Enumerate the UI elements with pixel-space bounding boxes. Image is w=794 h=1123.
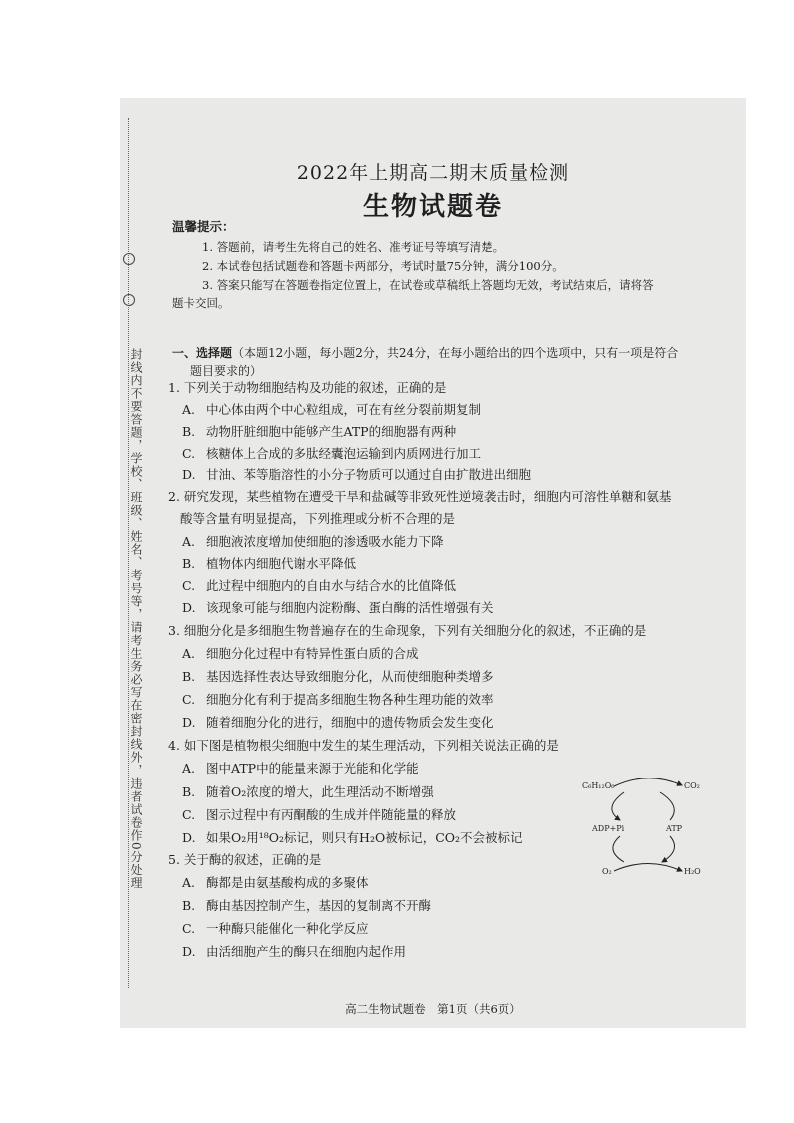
arrow-adp-left-upper	[612, 792, 624, 820]
question-option	[182, 784, 434, 800]
question-stem: 1. 下列关于动物细胞结构及功能的叙述，正确的是	[168, 380, 447, 395]
question-option	[182, 600, 494, 616]
option-text: 酶由基因控制产生，基因的复制离不开酶	[206, 898, 432, 913]
option-text: 细胞分化过程中有特异性蛋白质的合成	[206, 646, 419, 661]
respiration-diagram	[582, 778, 722, 878]
seal-line-notice: 封线内不要答题，学校、班级、姓名、考号等，请考生务必写在密封线外，违者试卷作0分处理	[129, 348, 143, 890]
option-letter: A.	[182, 402, 196, 417]
option-text: 植物体内细胞代谢水平降低	[206, 556, 357, 571]
option-text: 核糖体上合成的多肽经囊泡运输到内质网进行加工	[206, 446, 482, 461]
question-option	[182, 807, 456, 823]
option-letter: A.	[182, 875, 196, 890]
question-option	[182, 646, 419, 662]
question-stem: 5. 关于酶的叙述，正确的是	[168, 852, 322, 867]
diagram-glucose-label: C₆H₁₂O₆	[582, 781, 615, 790]
question-option	[182, 715, 494, 731]
question-stem: 2. 研究发现，某些植物在遭受干旱和盐碱等非致死性逆境袭击时，细胞内可溶性单糖和氨基	[168, 489, 672, 504]
question-option	[182, 875, 369, 891]
tip-item: 3. 答案只能写在答题卷指定位置上，在试卷或草稿纸上答题均无效，考试结束后，请将答	[202, 278, 654, 292]
option-letter: D.	[182, 467, 196, 482]
diagram-o2-label: O₂	[602, 867, 612, 876]
option-text: 图示过程中有丙酮酸的生成并伴随能量的释放	[206, 807, 457, 822]
option-letter: C.	[182, 446, 196, 461]
question-option	[182, 898, 431, 914]
option-letter: C.	[182, 692, 196, 707]
page-footer: 高二生物试题卷 第1页（共6页）	[345, 1002, 521, 1016]
option-text: 基因选择性表达导致细胞分化，从而使细胞种类增多	[206, 669, 494, 684]
option-letter: A.	[182, 761, 196, 776]
question-option	[182, 402, 481, 418]
option-text: 如果O₂用¹⁸O₂标记，则只有H₂O被标记，CO₂不会被标记	[206, 830, 523, 845]
seal-circle	[123, 253, 135, 265]
question-option	[182, 669, 494, 685]
question-option	[182, 424, 456, 440]
question-option	[182, 467, 531, 483]
option-letter: D.	[182, 600, 196, 615]
section-title: 一、选择题	[172, 346, 233, 360]
arrow-o2-to-h2o	[614, 864, 682, 872]
option-text: 由活细胞产生的酶只在细胞内起作用	[206, 944, 407, 959]
diagram-co2-label: CO₂	[684, 781, 700, 790]
tip-item-continued: 题卡交回。	[172, 296, 230, 310]
option-letter: C.	[182, 921, 196, 936]
option-letter: B.	[182, 784, 196, 799]
seal-circle	[123, 294, 135, 306]
question-option	[182, 944, 406, 960]
section-description: （本题12小题，每小题2分，共24分，在每小题给出的四个选项中，只有一项是符合	[232, 346, 679, 360]
diagram-adp-label: ADP+Pi	[592, 824, 625, 833]
exam-title: 2022年上期高二期末质量检测	[296, 162, 570, 184]
option-text: 该现象可能与细胞内淀粉酶、蛋白酶的活性增强有关	[206, 600, 494, 615]
option-letter: B.	[182, 669, 196, 684]
option-text: 细胞分化有利于提高多细胞生物各种生理功能的效率	[206, 692, 494, 707]
section-description-continued: 题目要求的）	[190, 364, 263, 378]
option-text: 一种酶只能催化一种化学反应	[206, 921, 369, 936]
question-option	[182, 446, 481, 462]
option-text: 动物肝脏细胞中能够产生ATP的细胞器有两种	[206, 424, 457, 439]
option-letter: D.	[182, 830, 196, 845]
question-stem: 3. 细胞分化是多细胞生物普遍存在的生命现象，下列有关细胞分化的叙述，不正确的是	[168, 623, 647, 638]
tips-title: 温馨提示：	[172, 219, 235, 234]
option-text: 酶都是由氨基酸构成的多聚体	[206, 875, 369, 890]
option-text: 随着细胞分化的进行，细胞中的遗传物质会发生变化	[206, 715, 494, 730]
option-letter: B.	[182, 898, 196, 913]
arrow-atp-right-upper	[660, 792, 674, 820]
question-option	[182, 578, 456, 594]
paper-title: 生物试题卷	[362, 192, 503, 222]
arrow-glucose-to-co2	[614, 778, 682, 786]
question-stem: 4. 如下图是植物根尖细胞中发生的某生理活动，下列相关说法正确的是	[168, 738, 559, 753]
question-option	[182, 556, 356, 572]
option-letter: A.	[182, 534, 196, 549]
option-text: 图中ATP中的能量来源于光能和化学能	[206, 761, 419, 776]
option-text: 随着O₂浓度的增大，此生理活动不断增强	[206, 784, 434, 799]
option-letter: D.	[182, 715, 196, 730]
option-letter: D.	[182, 944, 196, 959]
section-heading	[172, 345, 678, 361]
option-text: 此过程中细胞内的自由水与结合水的比值降低	[206, 578, 457, 593]
option-letter: B.	[182, 556, 196, 571]
diagram-h2o-label: H₂O	[684, 867, 701, 876]
option-text: 细胞液浓度增加使细胞的渗透吸水能力下降	[206, 534, 444, 549]
option-text: 甘油、苯等脂溶性的小分子物质可以通过自由扩散进出细胞	[206, 467, 532, 482]
option-letter: A.	[182, 646, 196, 661]
exam-paper	[120, 98, 746, 1028]
option-letter: B.	[182, 424, 196, 439]
question-option	[182, 830, 523, 846]
arrow-atp-right-lower	[662, 836, 675, 862]
question-option	[182, 534, 444, 550]
tip-item: 2. 本试卷包括试题卷和答题卡两部分，考试时量75分钟，满分100分。	[202, 259, 564, 273]
question-stem-continued: 酸等含量有明显提高，下列推理或分析不合理的是	[180, 511, 456, 526]
diagram-atp-label: ATP	[666, 824, 683, 833]
question-option	[182, 761, 419, 777]
tip-item: 1. 答题前，请考生先将自己的姓名、准考证号等填写清楚。	[202, 240, 505, 254]
option-text: 中心体由两个中心粒组成，可在有丝分裂前期复制	[206, 402, 482, 417]
question-option	[182, 921, 369, 937]
option-letter: C.	[182, 807, 196, 822]
option-letter: C.	[182, 578, 196, 593]
arrow-adp-left-lower	[613, 836, 624, 862]
question-option	[182, 692, 494, 708]
